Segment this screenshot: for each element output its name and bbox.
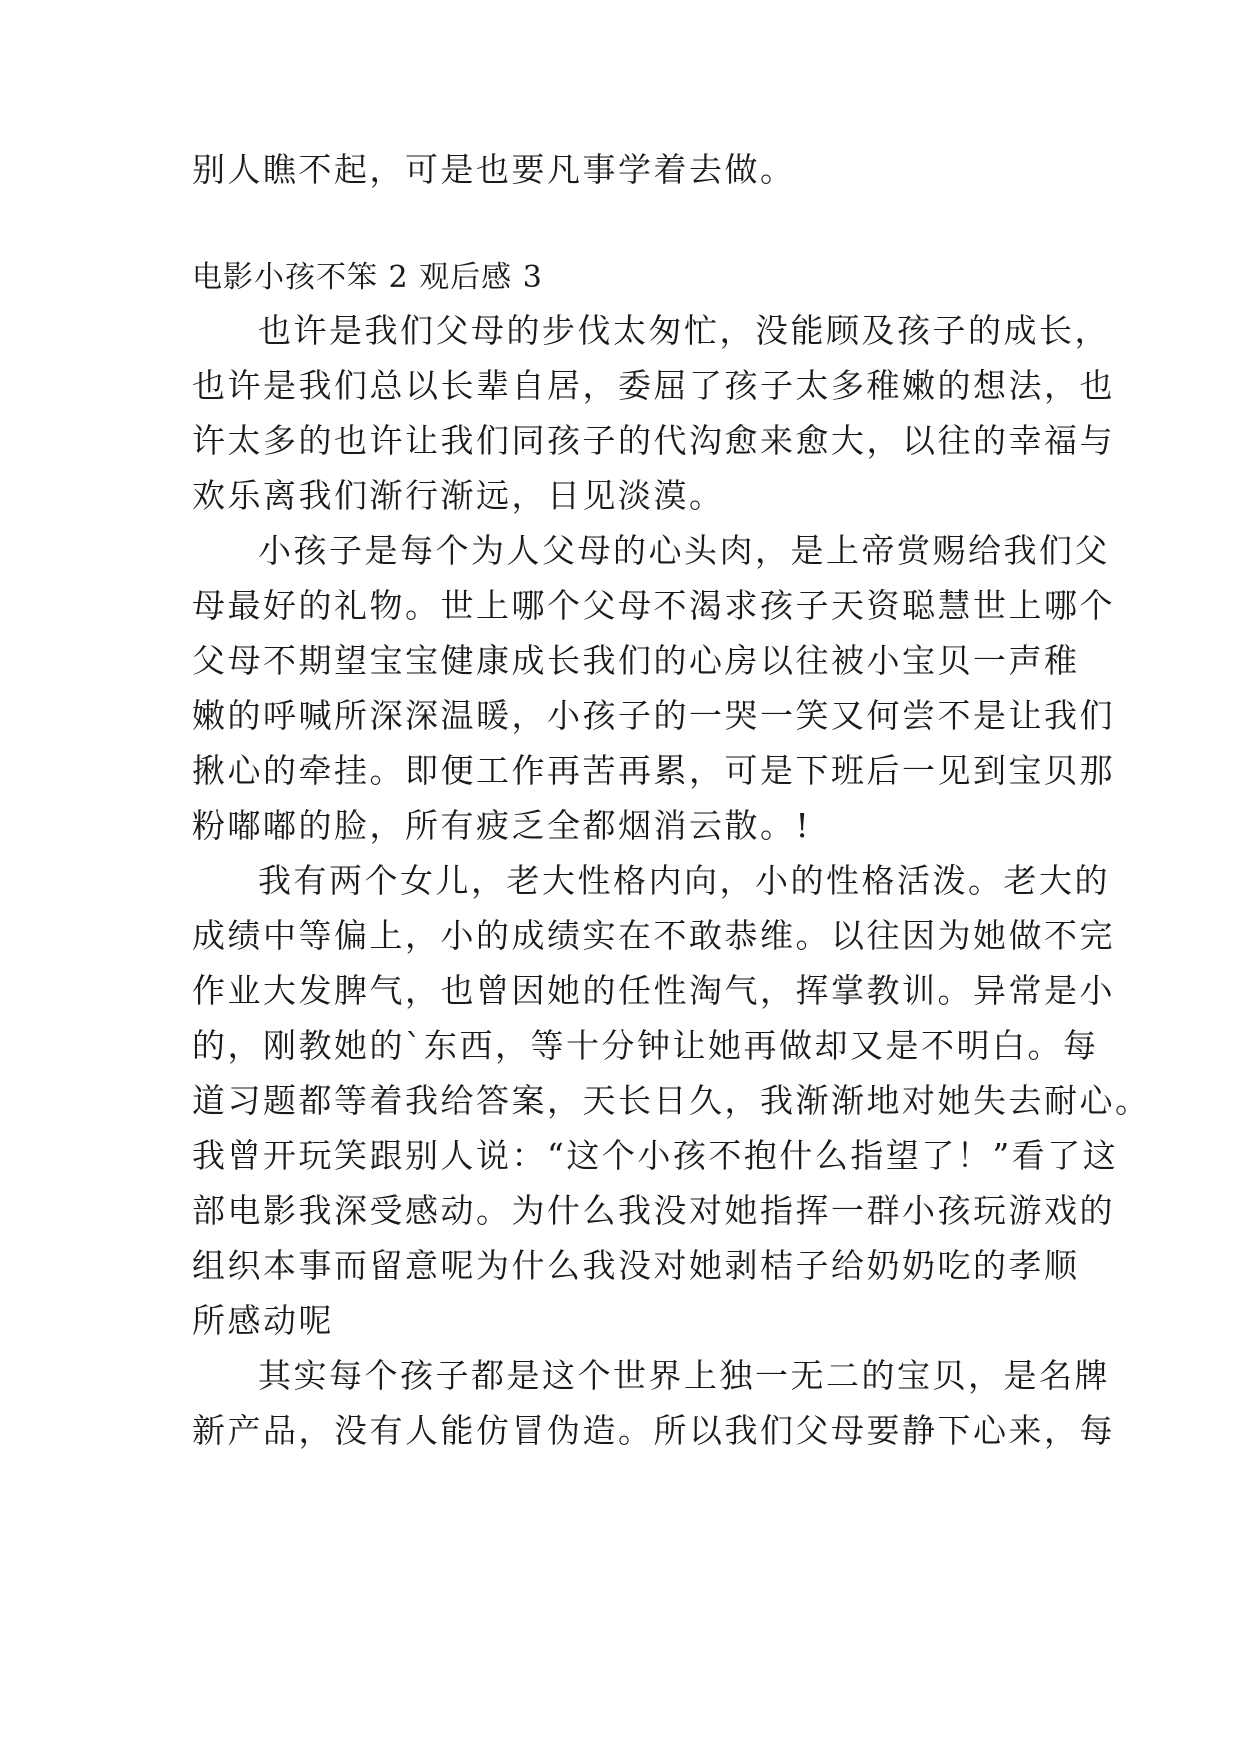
text-line: 欢乐离我们渐行渐远，日见淡漠。: [192, 476, 725, 515]
text-line: 许太多的也许让我们同孩子的代沟愈来愈大，以往的幸福与: [192, 421, 1115, 460]
text-line: 别人瞧不起，可是也要凡事学着去做。: [192, 150, 796, 189]
text-line: 的，刚教她的`东西，等十分钟让她再做却又是不明白。每: [192, 1026, 1099, 1065]
text-line: 作业大发脾气，也曾因她的任性淘气，挥掌教训。异常是小: [192, 971, 1115, 1010]
text-line: 母最好的礼物。世上哪个父母不渴求孩子天资聪慧世上哪个: [192, 586, 1115, 625]
text-line: 部电影我深受感动。为什么我没对她指挥一群小孩玩游戏的: [192, 1191, 1115, 1230]
text-line: 道习题都等着我给答案，天长日久，我渐渐地对她失去耐心。: [192, 1081, 1151, 1120]
text-line: 也许是我们总以长辈自居，委屈了孩子太多稚嫩的想法，也: [192, 366, 1115, 405]
text-line: 新产品，没有人能仿冒伪造。所以我们父母要静下心来，每: [192, 1411, 1115, 1450]
text-line: 小孩子是每个为人父母的心头肉，是上帝赏赐给我们父: [258, 531, 1110, 570]
text-line: 也许是我们父母的步伐太匆忙，没能顾及孩子的成长，: [258, 311, 1110, 350]
text-line: 成绩中等偏上，小的成绩实在不敢恭维。以往因为她做不完: [192, 916, 1115, 955]
text-line: 组织本事而留意呢为什么我没对她剥桔子给奶奶吃的孝顺: [192, 1246, 1080, 1285]
text-line: 我有两个女儿，老大性格内向，小的性格活泼。老大的: [258, 861, 1110, 900]
section-heading: 电影小孩不笨 2 观后感 3: [192, 260, 543, 295]
text-line: 粉嘟嘟的脸，所有疲乏全都烟消云散。!: [192, 806, 812, 845]
text-line: 所感动呢: [192, 1301, 334, 1340]
text-line: 父母不期望宝宝健康成长我们的心房以往被小宝贝一声稚: [192, 641, 1080, 680]
text-line: 嫩的呼喊所深深温暖，小孩子的一哭一笑又何尝不是让我们: [192, 696, 1115, 735]
text-line: 其实每个孩子都是这个世界上独一无二的宝贝，是名牌: [258, 1356, 1110, 1395]
text-line: 我曾开玩笑跟别人说：“这个小孩不抱什么指望了！”看了这: [192, 1136, 1119, 1175]
text-line: 揪心的牵挂。即便工作再苦再累，可是下班后一见到宝贝那: [192, 751, 1115, 790]
